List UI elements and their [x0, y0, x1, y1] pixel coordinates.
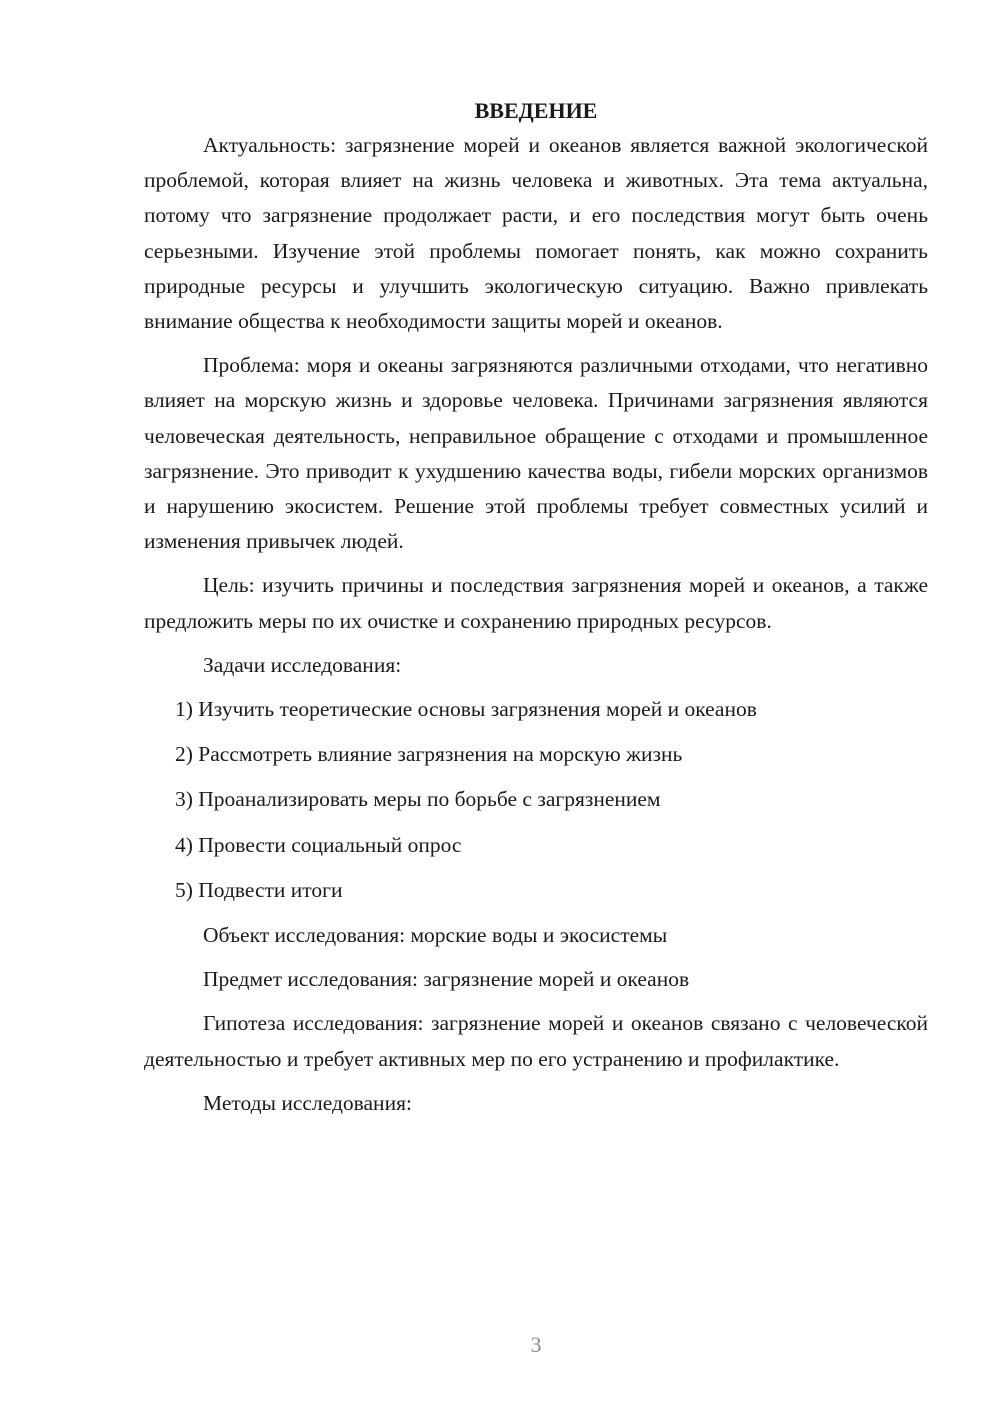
- problem-paragraph: Проблема: моря и океаны загрязняются различными отходами, что негативно влияет на морскую жизнь и здоровье человека. Причинами загрязнения являются человеческая деятельность, неправильное обращение с отходами и промышленное загрязнение. Это приводит к ухудшению качества воды, гибели морских организмов и нарушению экосистем. Решение этой проблемы требует совместных усилий и изменения привычек людей.: [144, 353, 928, 554]
- subject-paragraph: Предмет исследования: загрязнение морей и океанов: [203, 967, 690, 992]
- list-item: 5) Подвести итоги: [175, 877, 343, 902]
- object-paragraph: Объект исследования: морские воды и экосистемы: [203, 923, 668, 948]
- page-title: ВВЕДЕНИЕ: [474, 98, 598, 123]
- list-item: 1) Изучить теоретические основы загрязнения морей и океанов: [175, 697, 757, 722]
- list-item: 4) Провести социальный опрос: [175, 832, 462, 857]
- tasks-list: [144, 692, 928, 908]
- list-item: 3) Проанализировать меры по борьбе с загрязнением: [175, 787, 661, 812]
- relevance-paragraph: Актуальность: загрязнение морей и океанов является важной экологической проблемой, которая влияет на жизнь человека и животных. Эта тема актуальна, потому что загрязнение продолжает расти, и его последствия могут быть очень серьезными. Изучение этой проблемы помогает понять, как можно сохранить природные ресурсы и улучшить экологическую ситуацию. Важно привлекать внимание общества к необходимости защиты морей и океанов.: [144, 133, 928, 334]
- tasks-heading: Задачи исследования:: [203, 652, 402, 677]
- list-item: 2) Рассмотреть влияние загрязнения на морскую жизнь: [175, 742, 683, 767]
- page-number: 3: [530, 1332, 542, 1357]
- document-body: [144, 93, 928, 1130]
- hypothesis-paragraph: Гипотеза исследования: загрязнение морей и океанов связано с человеческой деятельностью и требует активных мер по его устранению и профилактике.: [144, 1011, 928, 1071]
- methods-heading: Методы исследования:: [203, 1090, 412, 1115]
- goal-paragraph: Цель: изучить причины и последствия загрязнения морей и океанов, а также предложить меры по их очистке и сохранению природных ресурсов.: [144, 573, 928, 633]
